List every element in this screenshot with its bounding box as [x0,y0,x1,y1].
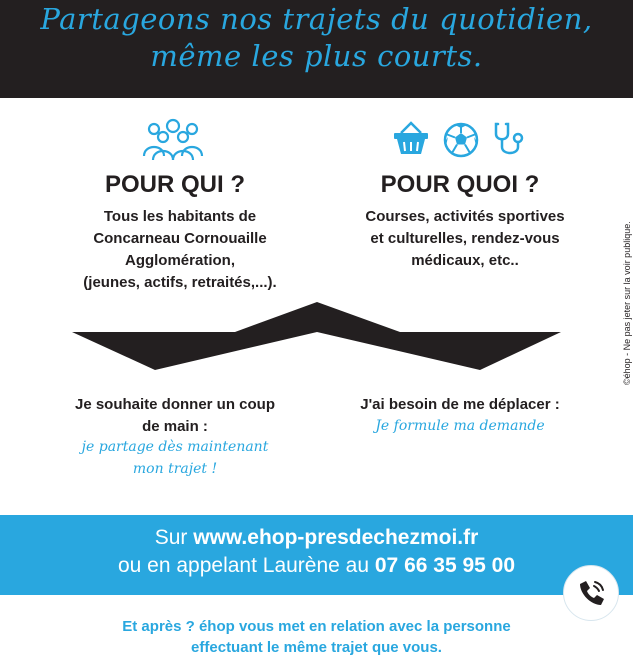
what-line3: médicaux, etc.. [411,252,519,269]
who-line3: Agglomération, [124,252,235,269]
contact-line2 [0,551,633,579]
header-title-line2: même les plus courts. [150,39,483,73]
offer-line1: Je souhaite donner un coup [74,396,276,413]
phone-badge[interactable] [563,565,619,621]
header-title-line1: Partageons nos trajets du quotidien, [40,2,593,36]
request-script-line1: Je formule ma demande [375,418,545,434]
offer-script [50,436,300,480]
divider-graphic [72,300,562,372]
phone-icon [577,578,607,608]
what-line1: Courses, activités sportives [365,208,565,225]
offer-script-line2: mon trajet ! [132,461,218,477]
contact-prefix1: Sur [154,526,194,549]
footer-line1: Et après ? éhop vous met en relation avec la personne [122,618,511,635]
contact-line1 [0,515,633,551]
website-link[interactable]: www.ehop-presdechezmoi.fr [193,526,479,549]
who-description [35,206,325,294]
footer-line2: effectuant le même trajet que vous. [191,639,442,656]
who-line4: (jeunes, actifs, retraités,...). [83,274,277,291]
stethoscope-icon [492,120,528,160]
request-line1: J'ai besoin de me déplacer : [360,396,560,413]
what-line2: et culturelles, rendez-vous [370,230,560,247]
who-line2: Concarneau Cornouaille [93,230,267,247]
who-title: POUR QUI ? [104,171,245,198]
offer-script-line1: je partage dès maintenant [81,439,269,455]
shopping-basket-icon [392,119,430,157]
offer-line2: de main : [142,418,208,435]
request-text [330,394,590,416]
copyright-side-note: ©éhop - Ne pas jeter sur la voir publique. [622,221,632,385]
offer-text [50,394,300,438]
who-line1: Tous les habitants de [103,208,257,225]
what-description [320,206,610,272]
group-people-icon [140,118,206,162]
what-title: POUR QUOI ? [380,171,540,198]
contact-band [0,515,633,595]
contact-prefix2: ou en appelant Laurène au [117,554,375,577]
phone-number[interactable]: 07 66 35 95 00 [374,554,516,577]
soccer-ball-icon [443,122,479,158]
footer-text [0,616,633,658]
request-script [330,415,590,437]
header-banner [0,0,633,98]
